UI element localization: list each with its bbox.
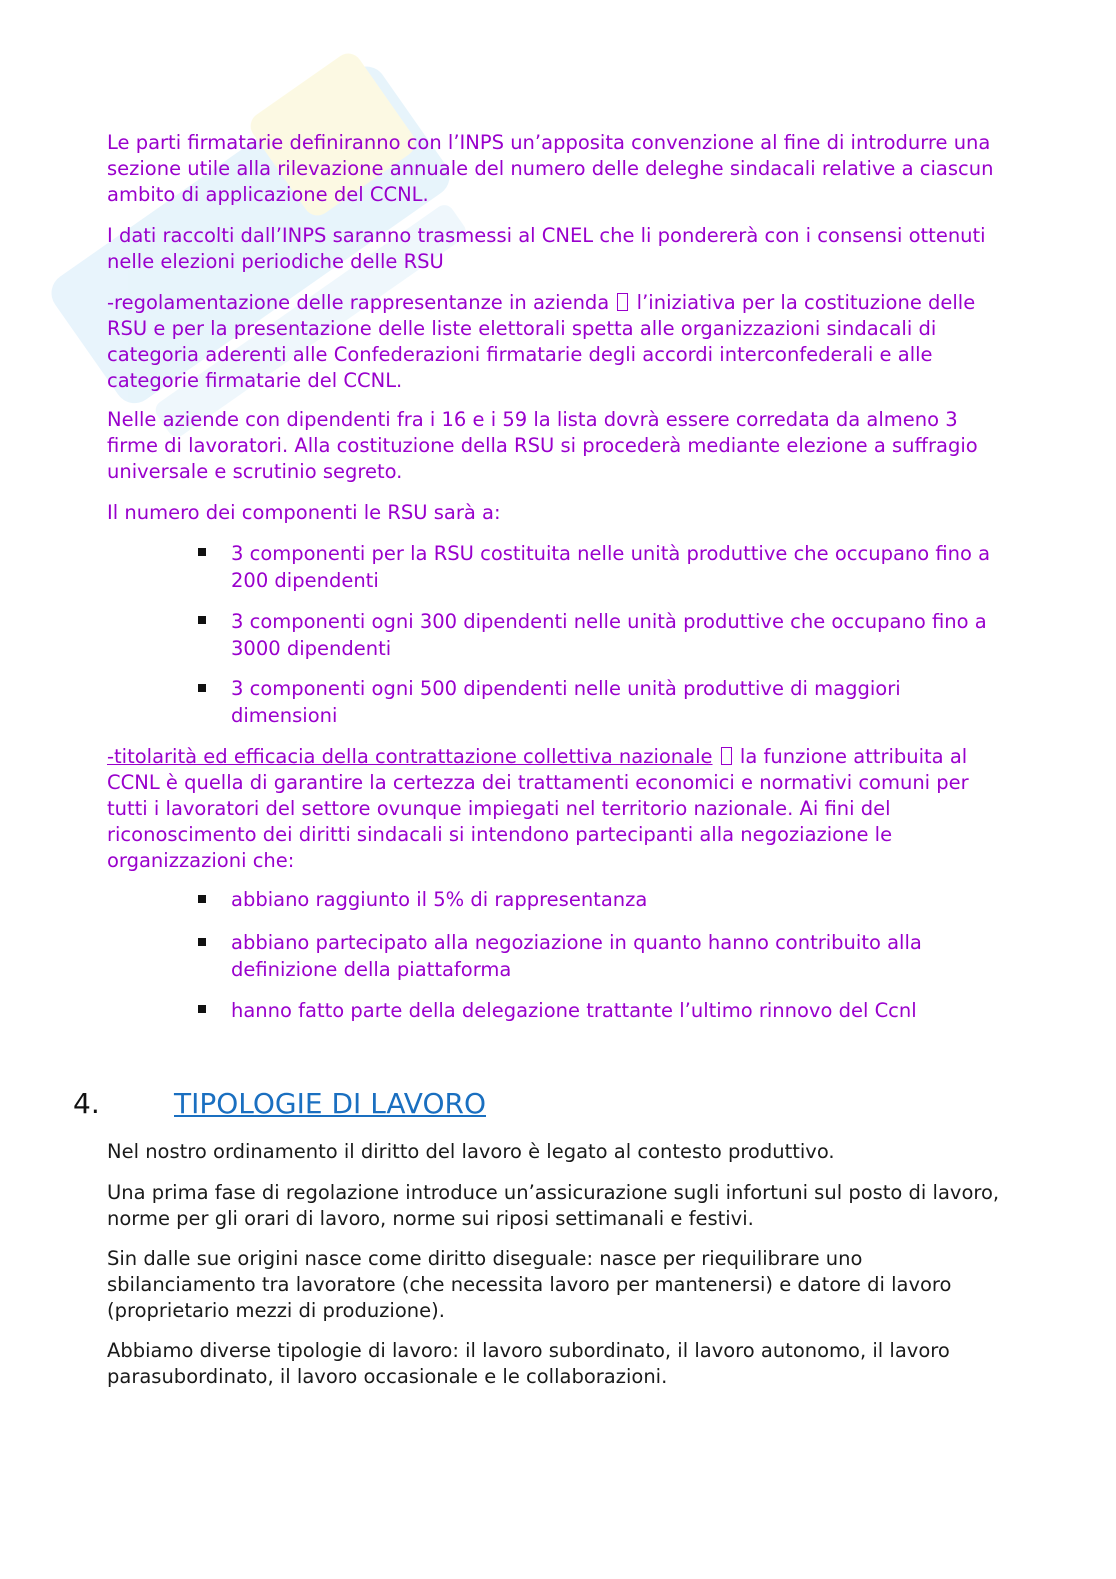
bullet-icon <box>198 548 206 556</box>
section-paragraph: Sin dalle sue origini nasce come diritto diseguale: nasce per riequilibrare uno sbilanciamento tra lavoratore (che necessita lavoro per mantenersi) e datore di lavoro (proprietario mezzi di produzione). <box>107 1247 952 1322</box>
paragraph-cnel-data: I dati raccolti dall’INPS saranno trasmessi al CNEL che li pondererà con i consensi ottenuti nelle elezioni periodiche delle RSU <box>107 224 986 273</box>
rsu-bullet-item: 3 componenti ogni 300 dipendenti nelle unità produttive che occupano fino a 3000 dipendenti <box>231 610 987 660</box>
section-paragraph: Nel nostro ordinamento il diritto del lavoro è legato al contesto produttivo. <box>107 1140 835 1163</box>
bullet-icon <box>198 895 206 903</box>
bullet-icon <box>198 684 206 692</box>
org-bullet-item: abbiano partecipato alla negoziazione in quanto hanno contribuito alla definizione della piattaforma <box>231 931 922 981</box>
paragraph-rsu-members: Il numero dei componenti le RSU sarà a: <box>107 501 501 524</box>
org-bullet-item: abbiano raggiunto il 5% di rappresentanza <box>231 888 648 911</box>
bullet-icon <box>198 1005 206 1013</box>
paragraph-inps-convention: Le parti firmatarie definiranno con l’INPS un’apposita convenzione al fine di introdurre una sezione utile alla rilevazione annuale del numero delle deleghe sindacali relative a ciascun ambito di applicazione del CCNL. <box>107 131 994 206</box>
org-bullet-item: hanno fatto parte della delegazione trattante l’ultimo rinnovo del Ccnl <box>231 999 917 1022</box>
arrow-glyph-icon <box>721 747 732 765</box>
arrow-glyph-icon <box>617 293 628 311</box>
section-number: 4. <box>73 1087 100 1120</box>
bullet-icon <box>198 938 206 946</box>
rsu-regulation-text: l’iniziativa per la costituzione delle RSU e per la presentazione delle liste elettorali spetta alle organizzazioni sindacali di categoria aderenti alle Confederazioni firmatarie degli accordi interconfederali e alle categorie firmatarie del CCNL. <box>107 291 976 392</box>
ccnl-ownership-text: la funzione attribuita al CCNL è quella di garantire la certezza dei trattamenti economici e normativi comuni per tutti i lavoratori del settore ovunque impiegati nel territorio nazionale. Ai fini del riconoscimento dei diritti sindacali si intendono partecipanti alla negoziazione le organizzazioni che: <box>107 745 969 872</box>
section-paragraph: Una prima fase di regolazione introduce un’assicurazione sugli infortuni sul posto di lavoro, norme per gli orari di lavoro, norme sui riposi settimanali e festivi. <box>107 1181 1000 1230</box>
section-title[interactable]: TIPOLOGIE DI LAVORO <box>174 1087 486 1120</box>
bullet-icon <box>198 616 206 624</box>
paragraph-firms-list: Nelle aziende con dipendenti fra i 16 e i 59 la lista dovrà essere corredata da almeno 3 firme di lavoratori. Alla costituzione della RSU si procederà mediante elezione a suffragio universale e scrutinio segreto. <box>107 408 978 483</box>
paragraph-ccnl-ownership <box>107 744 1007 874</box>
ccnl-ownership-link[interactable]: -titolarità ed efficacia della contrattazione collettiva nazionale <box>107 745 713 768</box>
rsu-bullet-item: 3 componenti ogni 500 dipendenti nelle unità produttive di maggiori dimensioni <box>231 677 901 727</box>
rsu-bullet-item: 3 componenti per la RSU costituita nelle unità produttive che occupano fino a 200 dipendenti <box>231 542 991 592</box>
paragraph-rsu-regulation <box>107 290 1007 394</box>
rsu-regulation-label: -regolamentazione delle rappresentanze in azienda <box>107 291 610 314</box>
section-paragraph: Abbiamo diverse tipologie di lavoro: il lavoro subordinato, il lavoro autonomo, il lavoro parasubordinato, il lavoro occasionale e le collaborazioni. <box>107 1339 950 1388</box>
